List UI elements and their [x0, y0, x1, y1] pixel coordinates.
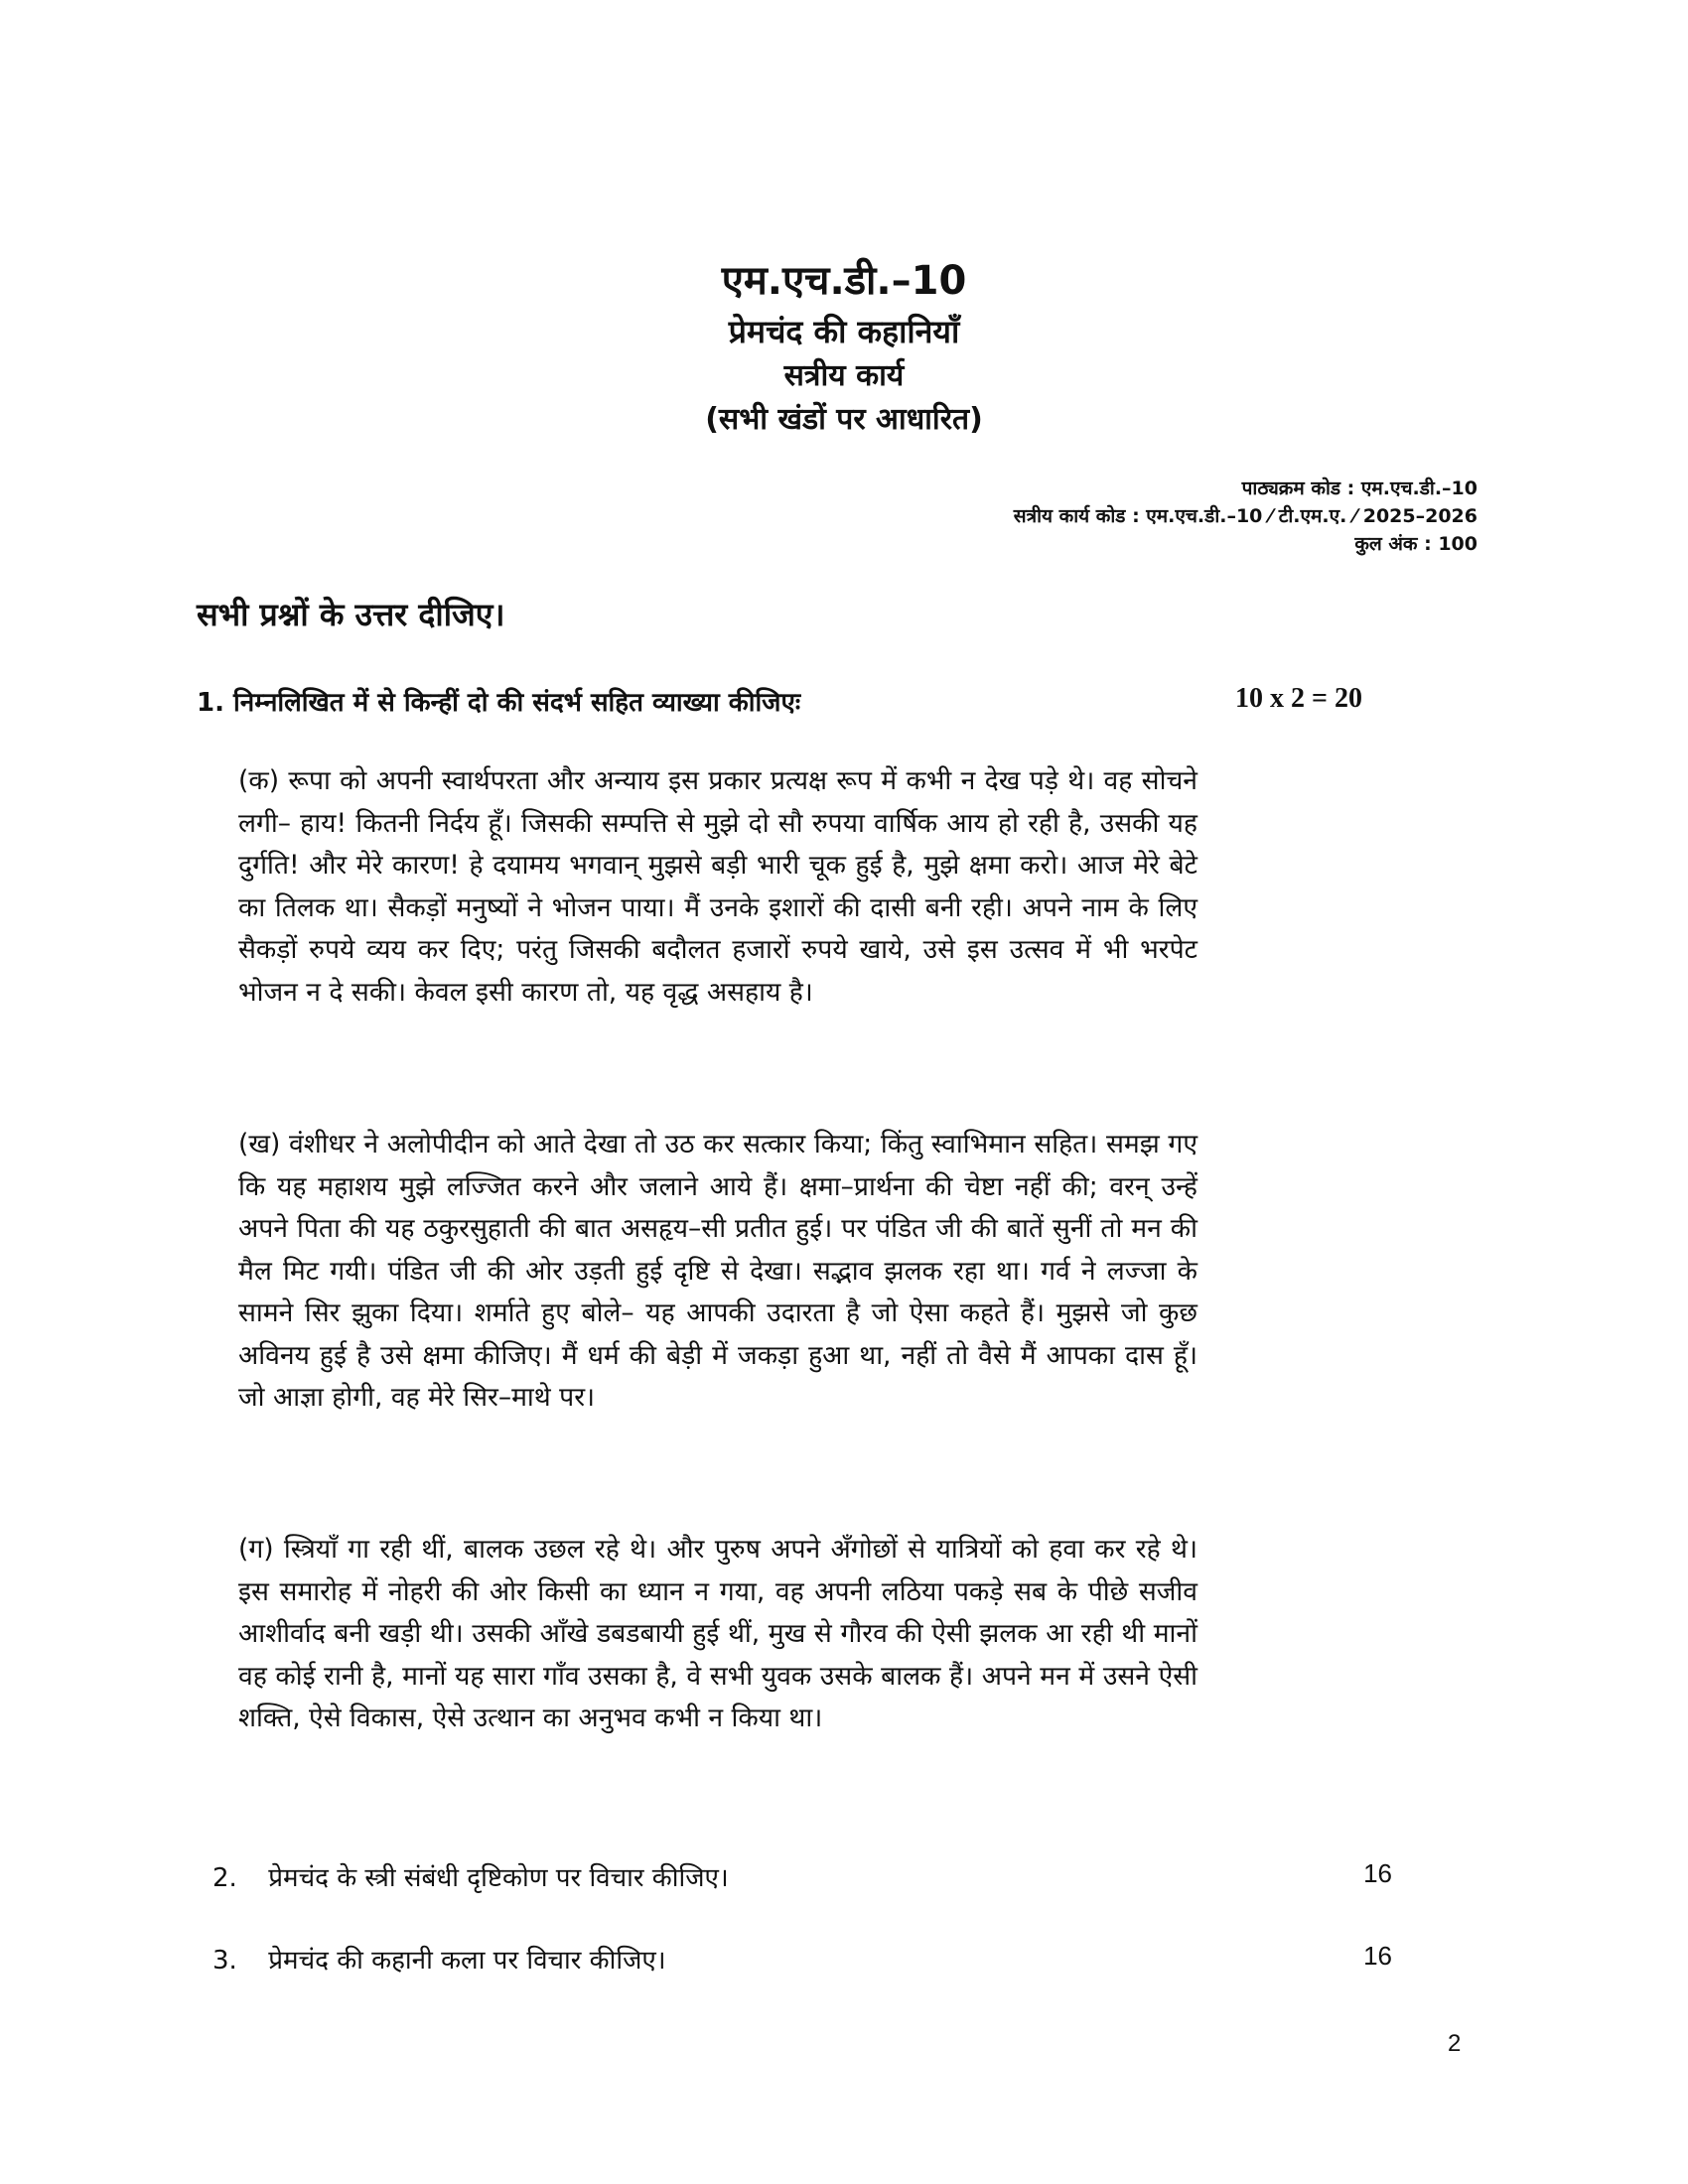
- question-3: [212, 1941, 1392, 1977]
- question-1-number: 1.: [197, 688, 224, 718]
- page-number: 2: [1448, 2030, 1462, 2057]
- assignment-code-line: सत्रीय कार्य कोड : एम.एच.डी.–10 ⁄ टी.एम.ए. ⁄ 2025–2026: [1013, 505, 1477, 527]
- document-header: [0, 253, 1688, 442]
- question-1: [197, 683, 1362, 719]
- question-3-text: प्रेमचंद की कहानी कला पर विचार कीजिए।: [268, 1946, 666, 1976]
- passage-ga: (ग) स्त्रियाँ गा रही थीं, बालक उछल रहे थे। और पुरुष अपने अँगोछों से यात्रियों को हवा कर रहे थे। इस समारोह में नोहरी की ओर किसी का ध्यान न गया, वह अपनी लठिया पकड़े सब के पीछे सजीव आशीर्वाद बनी खड़ी थी। उसकी आँखे डबडबायी हुई थीं, मुख से गौरव की ऐसी झलक आ रही थी मानों वह कोई रानी है, मानों यह सारा गाँव उसका है, वे सभी युवक उसके बालक हैं। अपने मन में उसने ऐसी शक्ति, ऐसे विकास, ऐसे उत्थान का अनुभव कभी न किया था।: [238, 1534, 1197, 1733]
- general-instruction: सभी प्रश्नों के उत्तर दीजिए।: [197, 596, 505, 633]
- assignment-label: सत्रीय कार्य: [783, 358, 905, 393]
- question-1-marks: 10 x 2 = 20: [1235, 683, 1362, 714]
- course-title: प्रेमचंद की कहानियाँ: [728, 313, 960, 350]
- question-3-marks: 16: [1363, 1941, 1392, 1971]
- question-2-marks: 16: [1363, 1858, 1392, 1888]
- course-code-heading: एम.एच.डी.–10: [721, 258, 967, 304]
- scope-note: (सभी खंडों पर आधारित): [705, 402, 983, 437]
- course-code-line: पाठ्यक्रम कोड : एम.एच.डी.–10: [1241, 478, 1477, 499]
- passage-ka: (क) रूपा को अपनी स्वार्थपरता और अन्याय इस प्रकार प्रत्यक्ष रूप में कभी न देख पड़े थे। वह सोचने लगी– हाय! कितनी निर्दय हूँ। जिसकी सम्पत्ति से मुझे दो सौ रुपया वार्षिक आय हो रही है, उसकी यह दुर्गति! और मेरे कारण! हे दयामय भगवान् मुझसे बड़ी भारी चूक हुई है, मुझे क्षमा करो। आज मेरे बेटे का तिलक था। सैकड़ों मनुष्यों ने भोजन पाया। मैं उनके इशारों की दासी बनी रही। अपने नाम के लिए सैकड़ों रुपये व्यय कर दिए; परंतु जिसकी बदौलत हजारों रुपये खाये, उसे इस उत्सव में भी भरपेट भोजन न दे सकी। केवल इसी कारण तो, यह वृद्ध असहाय है।: [238, 765, 1197, 1008]
- question-2: [212, 1858, 1392, 1894]
- passage-kha: (ख) वंशीधर ने अलोपीदीन को आते देखा तो उठ कर सत्कार किया; किंतु स्वाभिमान सहित। समझ गए कि यह महाशय मुझे लज्जित करने और जलाने आये हैं। क्षमा–प्रार्थना की चेष्टा नहीं की; वरन् उन्हें अपने पिता की यह ठकुरसुहाती की बात असहृय–सी प्रतीत हुई। पर पंडित जी की बातें सुनीं तो मन की मैल मिट गयी। पंडित जी की ओर उड़ती हुई दृष्टि से देखा। सद्भाव झलक रहा था। गर्व ने लज्जा के सामने सिर झुका दिया। शर्माते हुए बोले– यह आपकी उदारता है जो ऐसा कहते हैं। मुझसे जो कुछ अविनय हुई है उसे क्षमा कीजिए। मैं धर्म की बेड़ी में जकड़ा हुआ था, नहीं तो वैसे मैं आपका दास हूँ। जो आज्ञा होगी, वह मेरे सिर–माथे पर।: [238, 1129, 1197, 1413]
- question-3-number: 3.: [212, 1946, 237, 1976]
- question-1-text: निम्नलिखित में से किन्हीं दो की संदर्भ सहित व्याख्या कीजिएः: [233, 688, 801, 718]
- question-2-text: प्रेमचंद के स्त्री संबंधी दृष्टिकोण पर विचार कीजिए।: [268, 1863, 729, 1893]
- assignment-meta: [1014, 475, 1477, 558]
- total-marks-line: कुल अंक : 100: [1354, 533, 1477, 555]
- question-2-number: 2.: [212, 1863, 237, 1893]
